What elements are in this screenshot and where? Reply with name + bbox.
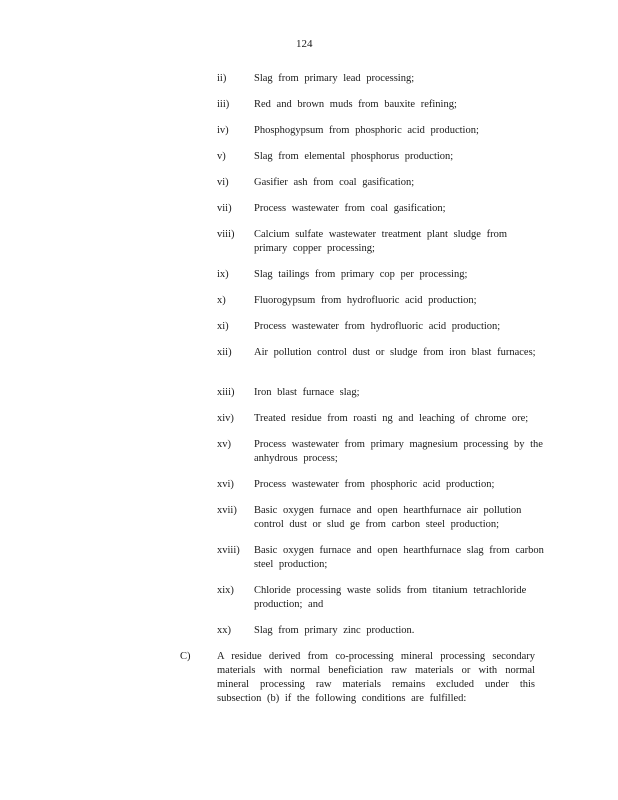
list-numeral: xiii) [217, 387, 235, 398]
list-item-text: Iron blast furnace slag; [254, 387, 360, 398]
list-numeral: ii) [217, 73, 227, 84]
list-numeral: xv) [217, 439, 231, 450]
list-numeral: ix) [217, 269, 229, 280]
list-numeral: x) [217, 295, 226, 306]
list-item-text: Basic oxygen furnace and open hearthfurnace air pollution control dust or slud ge from carbon steel production; [254, 505, 522, 530]
list-numeral: xvi) [217, 479, 234, 490]
list-item-text: Treated residue from roasti ng and leaching of chrome ore; [254, 413, 529, 424]
list-numeral: xi) [217, 321, 229, 332]
list-numeral: vi) [217, 177, 229, 188]
list-numeral: iv) [217, 125, 229, 136]
list-item-text: Calcium sulfate wastewater treatment plant sludge from primary copper processing; [254, 229, 508, 254]
list-numeral: xx) [217, 625, 231, 636]
list-item-text: Phosphogypsum from phosphoric acid production; [254, 125, 479, 136]
list-numeral: xvii) [217, 505, 237, 516]
list-item-text: Chloride processing waste solids from titanium tetrachloride production; and [254, 585, 527, 610]
list-numeral: vii) [217, 203, 232, 214]
list-item-text: Process wastewater from primary magnesium processing by the anhydrous process; [254, 439, 543, 464]
list-numeral: xii) [217, 347, 232, 358]
list-item-text: Slag from primary lead processing; [254, 73, 415, 84]
list-item-text: Slag from primary zinc production. [254, 625, 415, 636]
list-item-text: Process wastewater from hydrofluoric acid production; [254, 321, 501, 332]
list-numeral: v) [217, 151, 226, 162]
list-numeral: xiv) [217, 413, 234, 424]
list-numeral: xix) [217, 585, 234, 596]
section-letter: C) [180, 651, 191, 662]
list-item-text: Slag tailings from primary cop per processing; [254, 269, 468, 280]
list-numeral: iii) [217, 99, 230, 110]
list-item-text: Air pollution control dust or sludge from iron blast furnaces; [254, 347, 536, 358]
list-item-text: Fluorogypsum from hydrofluoric acid production; [254, 295, 477, 306]
list-item-text: Red and brown muds from bauxite refining; [254, 99, 457, 110]
list-item-text: Process wastewater from coal gasification; [254, 203, 446, 214]
list-numeral: viii) [217, 229, 235, 240]
section-text: A residue derived from co-processing mineral processing secondary materials with normal beneficiation raw materials or with normal mineral processing raw materials remains excluded under this subsection (b) if the following conditions are fulfilled: [217, 651, 535, 704]
list-item-text: Slag from elemental phosphorus production; [254, 151, 454, 162]
page-number: 124 [296, 38, 313, 50]
list-item-text: Process wastewater from phosphoric acid production; [254, 479, 495, 490]
list-item-text: Basic oxygen furnace and open hearthfurnace slag from carbon steel production; [254, 545, 544, 570]
list-numeral: xviii) [217, 545, 240, 556]
list-item-text: Gasifier ash from coal gasification; [254, 177, 415, 188]
